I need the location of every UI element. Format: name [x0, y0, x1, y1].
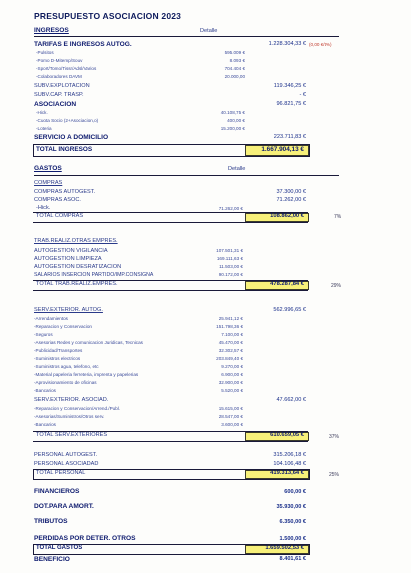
servicio-domicilio-value: 223.711,83 € [273, 134, 306, 140]
asociacion-value: 96.821,75 € [276, 101, 306, 107]
compras-item-label: COMPRAS ASOC. [34, 197, 81, 203]
subv-cap-trasp-label: SUBV.CAP. TRASP. [34, 92, 84, 98]
serv-asoc-heading: SERV.EXTERIOR. ASOCIAD. [34, 397, 109, 403]
compras-item-label: COMPRAS AUTOGEST. [34, 189, 96, 195]
total-compras-value: 108.862,00 € [270, 213, 304, 219]
page-title: PRESUPUESTO ASOCIACION 2023 [34, 11, 182, 21]
serv-item-label: -Suministros electricos [34, 356, 81, 361]
total-serv-pct: 37% [329, 434, 340, 440]
asociacion-label: ASOCIACION [34, 101, 77, 108]
serv-item-label: -Asesorias Redes y comunicacion Juridicas, Tecnicas [34, 340, 143, 345]
serv-asoc-item-label: -Asesorias/Suministros/Otros serv. [34, 414, 105, 419]
compras-heading: COMPRAS [34, 180, 63, 186]
serv-asoc-item-label: -Reparacion y Conservacion/Arrend./Publ. [34, 406, 121, 411]
subv-explotacion-label: SUBV.EXPLOTACION [34, 83, 90, 89]
serv-item-label: -Bancarios [34, 388, 56, 393]
beneficio-value: 8.401,61 € [279, 556, 306, 562]
asociacion-item-value: 400,00 € [227, 118, 245, 123]
financieros-label: FINANCIEROS [34, 488, 80, 495]
tarifas-item-label: -Sport/Tomo/Tissr/Adsl/Varios [36, 66, 97, 71]
tributos-label: TRIBUTOS [34, 518, 68, 525]
trab-item-label: SALARIOS INSERCION PARTIDO/IMP.CONSIGNA [34, 272, 154, 278]
serv-item-label: -Material papeleria ferreteria, imprenta y papelerias [34, 372, 139, 377]
subv-cap-trasp-value: - € [299, 92, 306, 98]
tarifas-note: (0,00 €/t%) [309, 42, 332, 47]
total-compras-pct: 7% [334, 214, 342, 220]
compras-item-value: 37.300,00 € [276, 189, 306, 195]
serv-item-label: -Publicidad/Transportes [34, 348, 83, 353]
asociacion-item-value: 15.200,00 € [220, 126, 245, 131]
total-serv-value: 610.659,05 € [270, 432, 304, 438]
serv-item-detail: 9.270,00 € [221, 364, 243, 369]
subv-explotacion-value: 119.346,25 € [273, 83, 306, 89]
total-trab-value: 478.287,84 € [270, 281, 304, 287]
gastos-heading: GASTOS [34, 165, 62, 172]
ingresos-heading: INGRESOS [34, 27, 69, 34]
total-trab-pct: 29% [331, 283, 342, 289]
tarifas-item-value: 8.093 € [229, 58, 245, 63]
dot-amort-value: 35.930,00 € [276, 504, 306, 510]
compras-item-label: -Hick. [36, 205, 51, 211]
total-personal-pct: 25% [329, 472, 340, 478]
serv-item-detail: 25.941,12 € [218, 316, 243, 321]
asociacion-item-value: 40.108,75 € [220, 110, 245, 115]
serv-asoc-item-detail: 15.615,00 € [218, 406, 243, 411]
total-ingresos-value: 1.667.904,13 € [261, 146, 304, 153]
perdidas-label: PERDIDAS POR DETER. OTROS [34, 535, 136, 542]
gastos-detalle-label: Detalle [228, 166, 246, 172]
serv-item-detail: 151.798,36 € [216, 324, 243, 329]
divider [34, 175, 339, 176]
trab-item-detail: 90.172,00 € [218, 272, 243, 277]
total-gastos-label: TOTAL GASTOS [36, 545, 83, 551]
personal-item-value: 104.106,48 € [273, 461, 306, 467]
serv-item-detail: 6.900,00 € [221, 372, 243, 377]
trab-item-detail: 11.503,00 € [219, 264, 243, 269]
tarifas-label: TARIFAS E INGRESOS AUTOG. [34, 41, 132, 48]
asociacion-item-label: -Cuota Socio (2+Asociacion,o) [36, 118, 99, 123]
tarifas-value: 1.228.304,33 € [268, 41, 306, 47]
total-compras-label: TOTAL COMPRAS [36, 213, 84, 219]
tarifas-item-label: -Colaboradores DAVM [36, 74, 82, 79]
personal-item-label: PERSONAL ASOCIADAD [34, 461, 99, 467]
total-serv-label: TOTAL SERV.EXTERIORES [36, 432, 108, 438]
trab-heading: TRAB.REALIZ.OTRAS EMPRES. [34, 238, 118, 244]
total-gastos-value: 1.659.502,53 € [265, 545, 304, 551]
asociacion-item-label: -Loteria [36, 126, 52, 131]
serv-item-label: -Suministros agua, telefono, etc [34, 364, 99, 369]
divider [34, 36, 339, 37]
total-personal-label: TOTAL PERSONAL [36, 470, 86, 476]
ingresos-detalle-label: Detalle [200, 28, 218, 34]
trab-item-label: AUTOGESTION DESRATIZACION [34, 264, 122, 270]
serv-item-label: -Seguros [34, 332, 53, 337]
serv-item-detail: 7.100,00 € [221, 332, 243, 337]
tarifas-item-label: -Pulsitos [36, 50, 54, 55]
serv-item-label: -Arrendamientos [34, 316, 68, 321]
trab-item-label: AUTOGESTION VIGILANCIA [34, 248, 108, 254]
total-trab-label: TOTAL TRAB.REALIZ.EMPRES. [36, 281, 118, 287]
serv-asoc-item-label: -Bancarios [34, 422, 56, 427]
dot-amort-label: DOT.PARA AMORT. [34, 503, 94, 510]
asociacion-item-label: -Hick. [36, 110, 48, 115]
tarifas-item-value: 595.009 € [224, 50, 245, 55]
trab-item-detail: 107.501,31 € [216, 248, 243, 253]
compras-item-detail: 71.262,00 € [218, 206, 243, 211]
personal-item-label: PERSONAL AUTOGEST. [34, 452, 98, 458]
serv-heading: SERV.EXTERIOR. AUTOG. [34, 307, 103, 313]
tarifas-item-label: -Pomo D-Mitemp/Souv [36, 58, 83, 63]
serv-asoc-item-detail: 3.600,00 € [221, 422, 243, 427]
serv-item-detail: 32.900,00 € [218, 380, 243, 385]
tarifas-item-value: 20.000,00 [224, 74, 245, 79]
compras-item-value: 71.262,00 € [276, 197, 306, 203]
beneficio-label: BENEFICIO [34, 556, 70, 563]
serv-item-detail: 45.470,00 € [218, 340, 243, 345]
serv-value: 562.996,65 € [273, 307, 306, 313]
perdidas-value: 1.500,00 € [279, 536, 306, 542]
tarifas-item-value: 704.404 € [224, 66, 245, 71]
serv-item-detail: 5.520,00 € [221, 388, 243, 393]
personal-item-value: 315.206,18 € [273, 452, 306, 458]
trab-item-label: AUTOGESTION LIMPIEZA [34, 256, 102, 262]
serv-item-detail: 203.849,40 € [216, 356, 243, 361]
serv-asoc-value: 47.662,00 € [276, 397, 306, 403]
total-personal-value: 419.313,64 € [270, 470, 304, 476]
servicio-domicilio-label: SERVICIO A DOMICILIO [34, 134, 109, 141]
total-ingresos-label: TOTAL INGRESOS [36, 146, 93, 153]
financieros-value: 600,00 € [284, 489, 306, 495]
serv-asoc-item-detail: 28.547,00 € [218, 414, 243, 419]
tributos-value: 6.350,00 € [279, 519, 306, 525]
serv-item-detail: 32.302,57 € [218, 348, 243, 353]
serv-item-label: -Reparacion y Conservacion [34, 324, 92, 329]
serv-item-label: -Aprovisionamiento de oficinas [34, 380, 97, 385]
trab-item-detail: 169.111,63 € [216, 256, 243, 261]
